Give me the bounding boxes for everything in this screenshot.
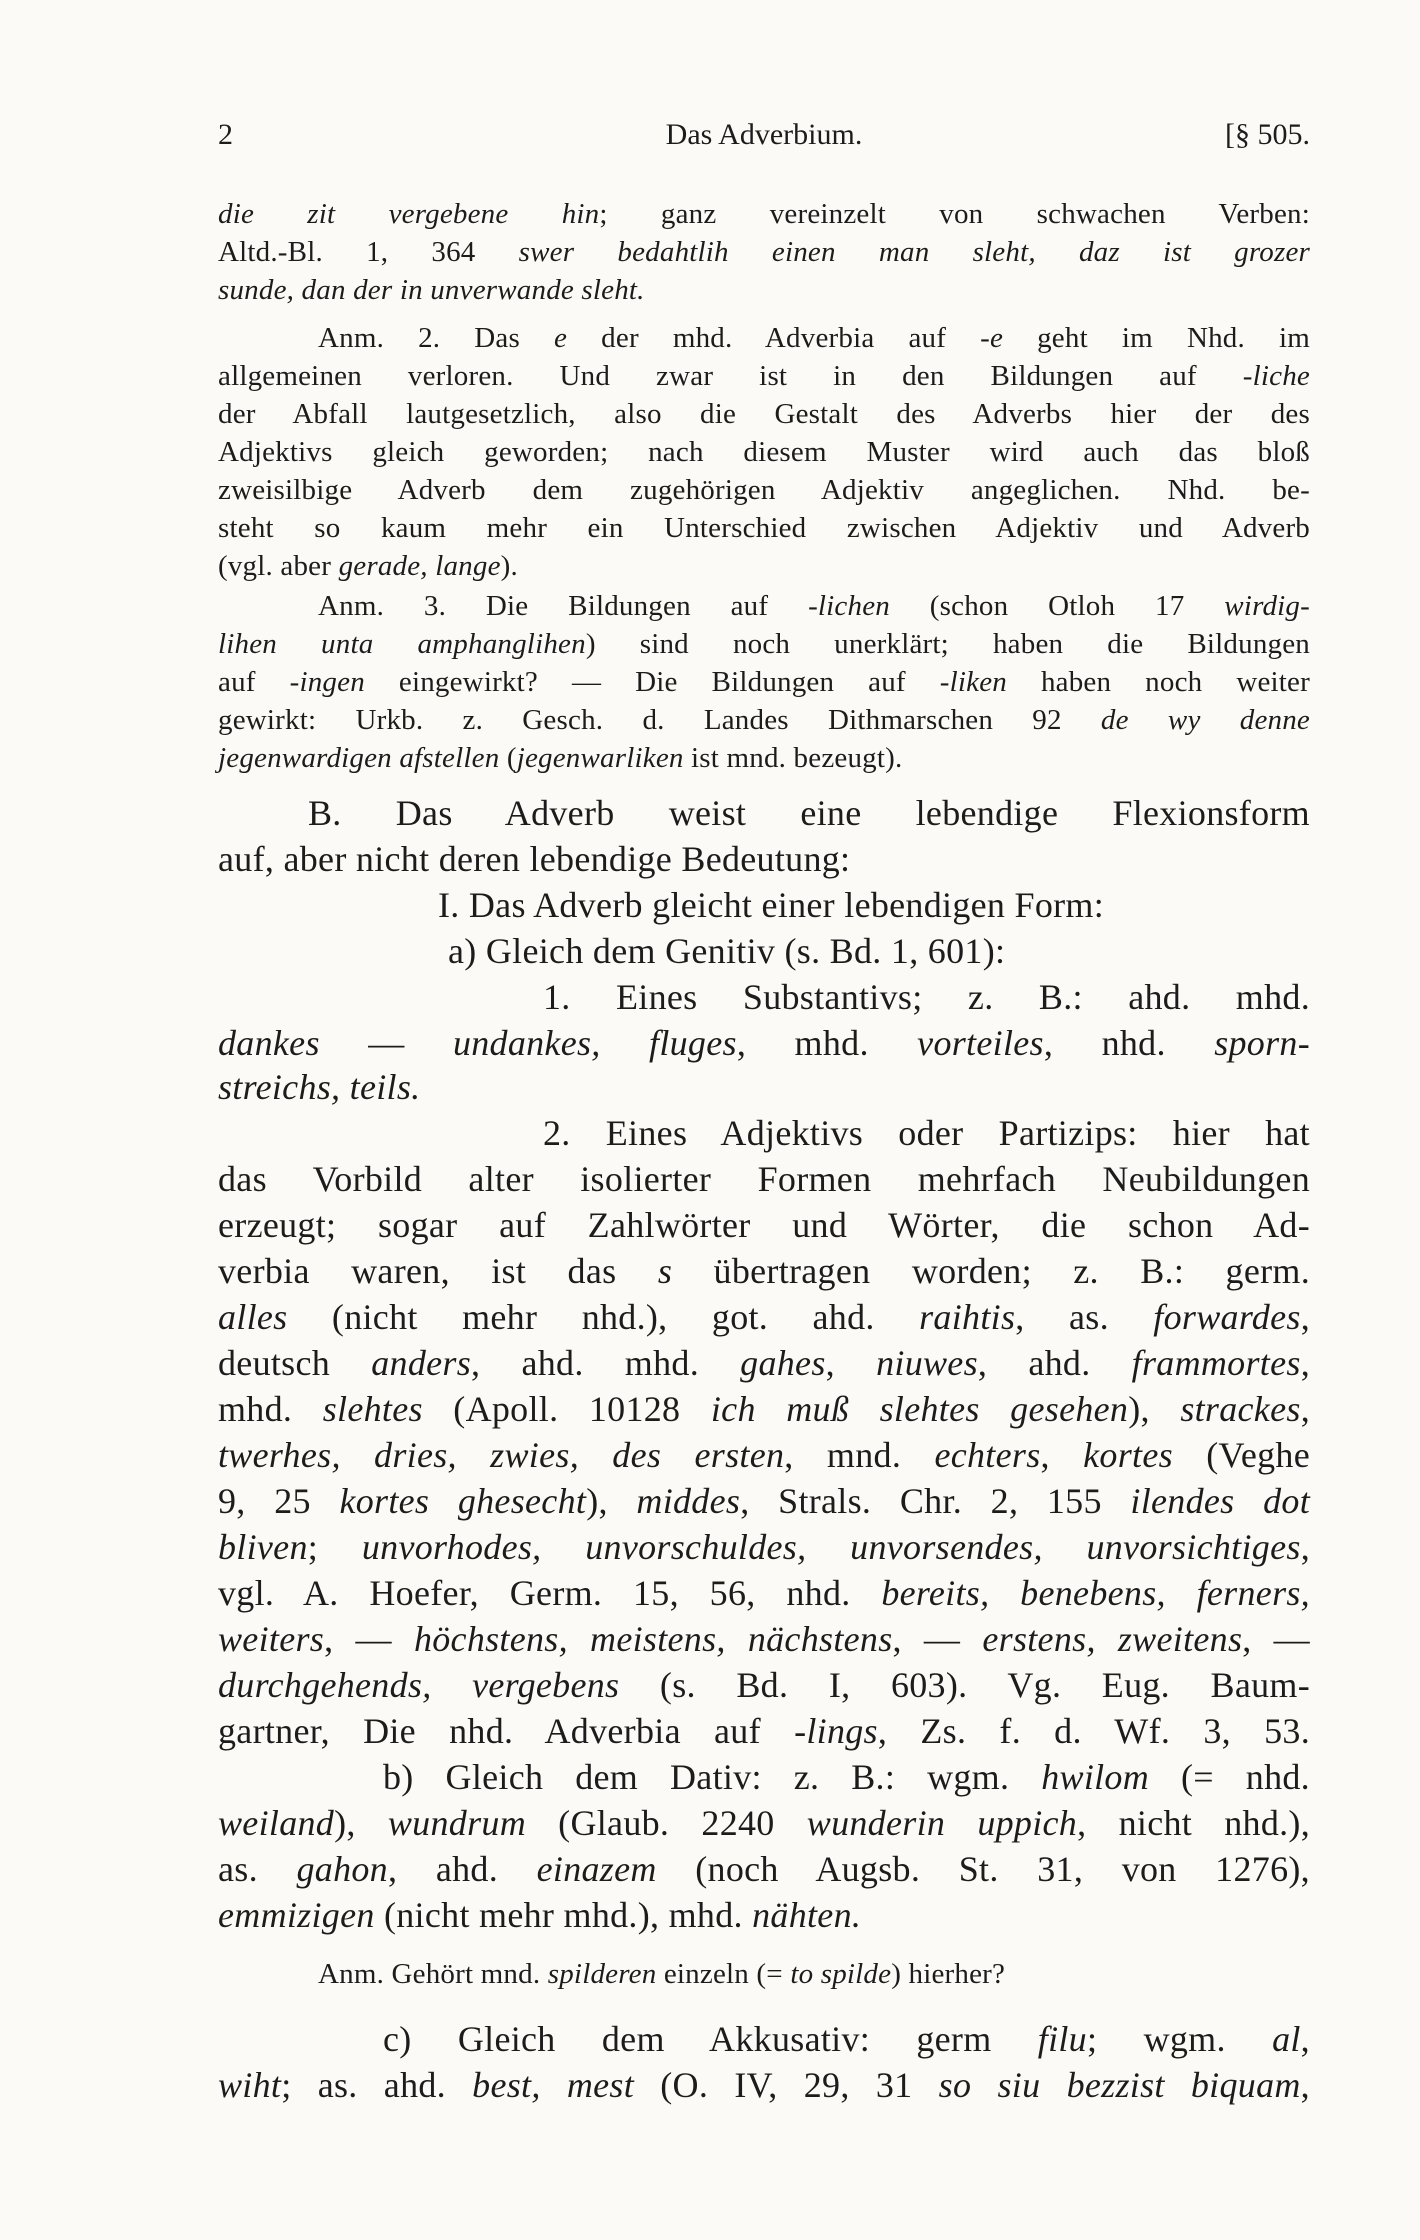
text-line: gewirkt: Urkb. z. Gesch. d. Landes Dithmarschen 92 de wy denne bbox=[218, 704, 1311, 736]
text-line: 9, 25 kortes ghesecht), middes, Strals. Chr. 2, 155 ilendes dot bbox=[218, 1481, 1310, 1521]
text-line: steht so kaum mehr ein Unterschied zwischen Adjektiv und Adverb bbox=[218, 512, 1310, 544]
text-line: verbia waren, ist das s übertragen worden; z. B.: germ. bbox=[218, 1251, 1310, 1291]
text-line: streichs, teils. bbox=[218, 1067, 421, 1107]
text-line: allgemeinen verloren. Und zwar ist in den Bildungen auf -liche bbox=[218, 360, 1310, 392]
text-line: auf -ingen eingewirkt? — Die Bildungen auf -liken haben noch weiter bbox=[218, 666, 1310, 698]
running-title: Das Adverbium. bbox=[665, 118, 863, 151]
text-line: emmizigen (nicht mehr mhd.), mhd. nähten. bbox=[218, 1895, 862, 1935]
text-line: deutsch anders, ahd. mhd. gahes, niuwes, ahd. frammortes, bbox=[218, 1343, 1310, 1383]
text-line: alles (nicht mehr nhd.), got. ahd. raihtis, as. forwardes, bbox=[218, 1297, 1310, 1337]
text-line: gartner, Die nhd. Adverbia auf -lings, Zs. f. d. Wf. 3, 53. bbox=[218, 1711, 1311, 1751]
text-line: der Abfall lautgesetzlich, also die Gestalt des Adverbs hier der des bbox=[218, 398, 1310, 430]
running-header bbox=[218, 118, 1310, 164]
text-line: as. gahon, ahd. einazem (noch Augsb. St. 31, von 1276), bbox=[218, 1849, 1310, 1889]
text-line: durchgehends, vergebens (s. Bd. I, 603). Vg. Eug. Baum- bbox=[218, 1665, 1311, 1705]
text-line: Anm. Gehört mnd. spilderen einzeln (= to spilde) hierher? bbox=[318, 1958, 1006, 1990]
text-line: Anm. 3. Die Bildungen auf -lichen (schon Otloh 17 wirdig- bbox=[318, 590, 1310, 622]
text-line: die zit vergebene hin; ganz vereinzelt von schwachen Verben: bbox=[218, 198, 1310, 230]
text-line: 2. Eines Adjektivs oder Partizips: hier hat bbox=[543, 1113, 1310, 1153]
text-line: twerhes, dries, zwies, des ersten, mnd. echters, kortes (Veghe bbox=[218, 1435, 1310, 1475]
section-number: [§ 505. bbox=[1225, 118, 1310, 151]
page-number: 2 bbox=[218, 118, 233, 151]
text-line: dankes — undankes, fluges, mhd. vorteiles, nhd. sporn- bbox=[218, 1023, 1310, 1063]
text-line: sunde, dan der in unverwande sleht. bbox=[218, 274, 645, 306]
text-line: vgl. A. Hoefer, Germ. 15, 56, nhd. bereits, benebens, ferners, bbox=[218, 1573, 1310, 1613]
text-line: auf, aber nicht deren lebendige Bedeutung: bbox=[218, 839, 851, 879]
text-line: lihen unta amphanglihen) sind noch unerklärt; haben die Bildungen bbox=[218, 628, 1310, 660]
text-line: erzeugt; sogar auf Zahlwörter und Wörter, die schon Ad- bbox=[218, 1205, 1310, 1245]
text-line: I. Das Adverb gleicht einer lebendigen Form: bbox=[438, 885, 1105, 925]
text-line: Anm. 2. Das e der mhd. Adverbia auf -e geht im Nhd. im bbox=[318, 322, 1310, 354]
text-line: (vgl. aber gerade, lange). bbox=[218, 550, 518, 582]
text-line: c) Gleich dem Akkusativ: germ filu; wgm. al, bbox=[383, 2019, 1310, 2059]
text-line: jegenwardigen afstellen (jegenwarliken ist mnd. bezeugt). bbox=[218, 742, 903, 774]
text-line: wiht; as. ahd. best, mest (O. IV, 29, 31 so siu bezzist biquam, bbox=[218, 2065, 1310, 2105]
text-line: b) Gleich dem Dativ: z. B.: wgm. hwilom (= nhd. bbox=[383, 1757, 1310, 1797]
text-line: bliven; unvorhodes, unvorschuldes, unvorsendes, unvorsichtiges, bbox=[218, 1527, 1310, 1567]
text-line: weiters, — höchstens, meistens, nächstens, — erstens, zweitens, — bbox=[218, 1619, 1310, 1659]
text-line: a) Gleich dem Genitiv (s. Bd. 1, 601): bbox=[448, 931, 1006, 971]
text-line: zweisilbige Adverb dem zugehörigen Adjektiv angeglichen. Nhd. be- bbox=[218, 474, 1310, 506]
text-line: B. Das Adverb weist eine lebendige Flexionsform bbox=[308, 793, 1310, 833]
text-line: das Vorbild alter isolierter Formen mehrfach Neubildungen bbox=[218, 1159, 1310, 1199]
text-line: Altd.-Bl. 1, 364 swer bedahtlih einen man sleht, daz ist grozer bbox=[218, 236, 1311, 268]
text-line: mhd. slehtes (Apoll. 10128 ich muß slehtes gesehen), strackes, bbox=[218, 1389, 1310, 1429]
text-line: weiland), wundrum (Glaub. 2240 wunderin uppich, nicht nhd.), bbox=[218, 1803, 1311, 1843]
text-line: Adjektivs gleich geworden; nach diesem Muster wird auch das bloß bbox=[218, 436, 1310, 468]
text-line: 1. Eines Substantivs; z. B.: ahd. mhd. bbox=[543, 977, 1310, 1017]
